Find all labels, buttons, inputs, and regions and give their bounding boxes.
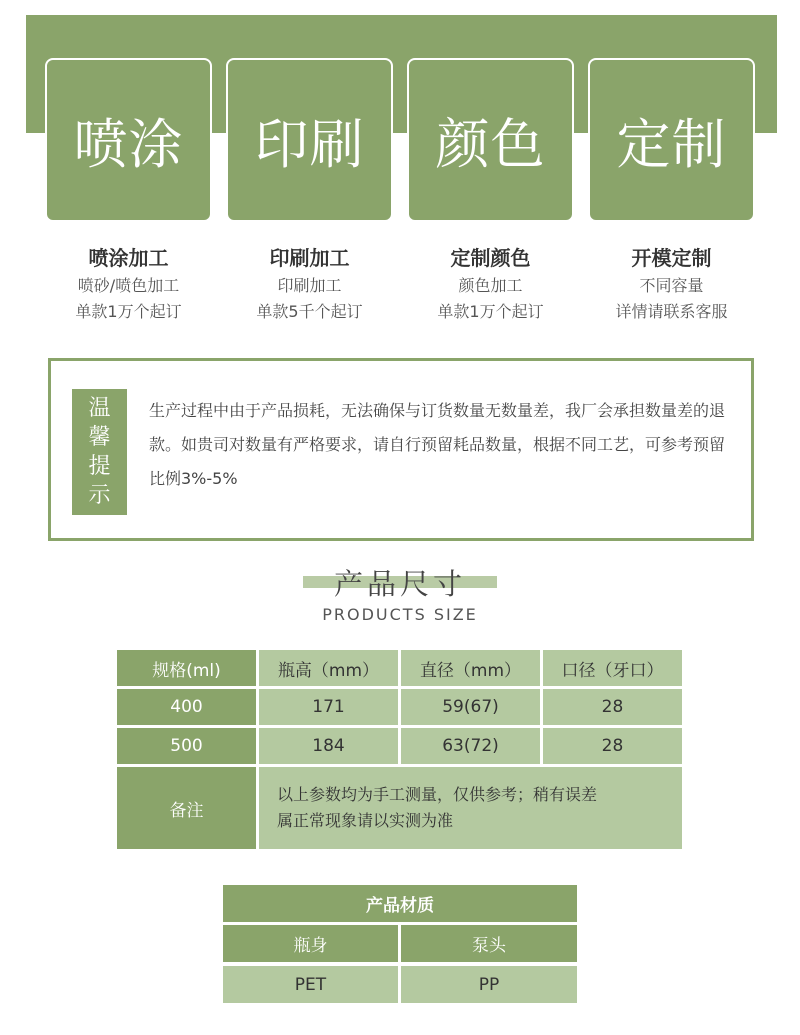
- table-cell: 184: [259, 728, 398, 764]
- service-desc-spray: [45, 243, 212, 325]
- service-desc-custom: [588, 243, 755, 325]
- service-desc-line: 详情请联系客服: [615, 302, 728, 321]
- service-desc-title: 开模定制: [631, 246, 712, 270]
- service-card-label: 定制: [616, 112, 727, 176]
- table-header-cell: 瓶高（mm）: [259, 650, 398, 686]
- size-section-title: [0, 562, 800, 632]
- service-desc-print: [226, 243, 393, 325]
- table-cell-spec: 400: [117, 689, 256, 725]
- notice-label-char: 提: [88, 454, 111, 479]
- table-cell-spec: 500: [117, 728, 256, 764]
- notice-label-char: 温: [88, 396, 111, 421]
- material-header-cell: 瓶身: [223, 925, 398, 962]
- notice-label-char: 馨: [88, 425, 111, 450]
- service-desc-title: 喷涂加工: [88, 246, 169, 270]
- table-cell: 63(72): [401, 728, 540, 764]
- table-header-cell: 口径（牙口）: [543, 650, 682, 686]
- section-title-en: PRODUCTS SIZE: [322, 605, 478, 624]
- table-note-text: [259, 767, 682, 849]
- notice-text: 生产过程中由于产品损耗，无法确保与订货数量无数量差，我厂会承担数量差的退款。如贵司对数量有严格要求，请自行预留耗品数量，根据不同工艺，可参考预留比例3%-5%: [149, 401, 726, 488]
- service-card-spray: [45, 58, 212, 222]
- service-desc-line: 不同容量: [639, 276, 704, 295]
- table-cell: 28: [543, 689, 682, 725]
- service-desc-title: 印刷加工: [269, 246, 350, 270]
- notice-label-char: 示: [88, 483, 111, 508]
- service-desc-line: 单款5千个起订: [256, 302, 363, 321]
- service-desc-line: 印刷加工: [277, 276, 342, 295]
- service-cards: [45, 58, 755, 222]
- service-descriptions: [45, 243, 755, 333]
- notice-box: [48, 358, 754, 541]
- service-card-label: 颜色: [435, 112, 546, 176]
- service-desc-line: 颜色加工: [458, 276, 523, 295]
- service-desc-line: 单款1万个起订: [437, 302, 544, 321]
- table-note-label: 备注: [117, 767, 256, 849]
- service-desc-line: 喷砂/喷色加工: [77, 276, 180, 295]
- notice-label: [72, 389, 127, 515]
- service-card-custom: [588, 58, 755, 222]
- material-header-cell: 泵头: [401, 925, 577, 962]
- service-desc-title: 定制颜色: [450, 246, 531, 270]
- table-note-line: 以上参数均为手工测量，仅供参考；稍有误差: [277, 785, 598, 804]
- table-note-line: 属正常现象请以实测为准: [277, 811, 454, 830]
- service-card-label: 喷涂: [73, 112, 184, 176]
- table-cell: 28: [543, 728, 682, 764]
- service-card-label: 印刷: [254, 112, 365, 176]
- material-value-cell: PET: [223, 966, 398, 1003]
- table-cell: 171: [259, 689, 398, 725]
- service-desc-color: [407, 243, 574, 325]
- section-title-cn: 产品尺寸: [333, 567, 466, 601]
- table-cell: 59(67): [401, 689, 540, 725]
- table-header-cell: 直径（mm）: [401, 650, 540, 686]
- service-desc-line: 单款1万个起订: [75, 302, 182, 321]
- service-card-color: [407, 58, 574, 222]
- service-card-print: [226, 58, 393, 222]
- material-value-cell: PP: [401, 966, 577, 1003]
- material-table-title: 产品材质: [223, 885, 577, 922]
- table-header-cell: 规格(ml): [117, 650, 256, 686]
